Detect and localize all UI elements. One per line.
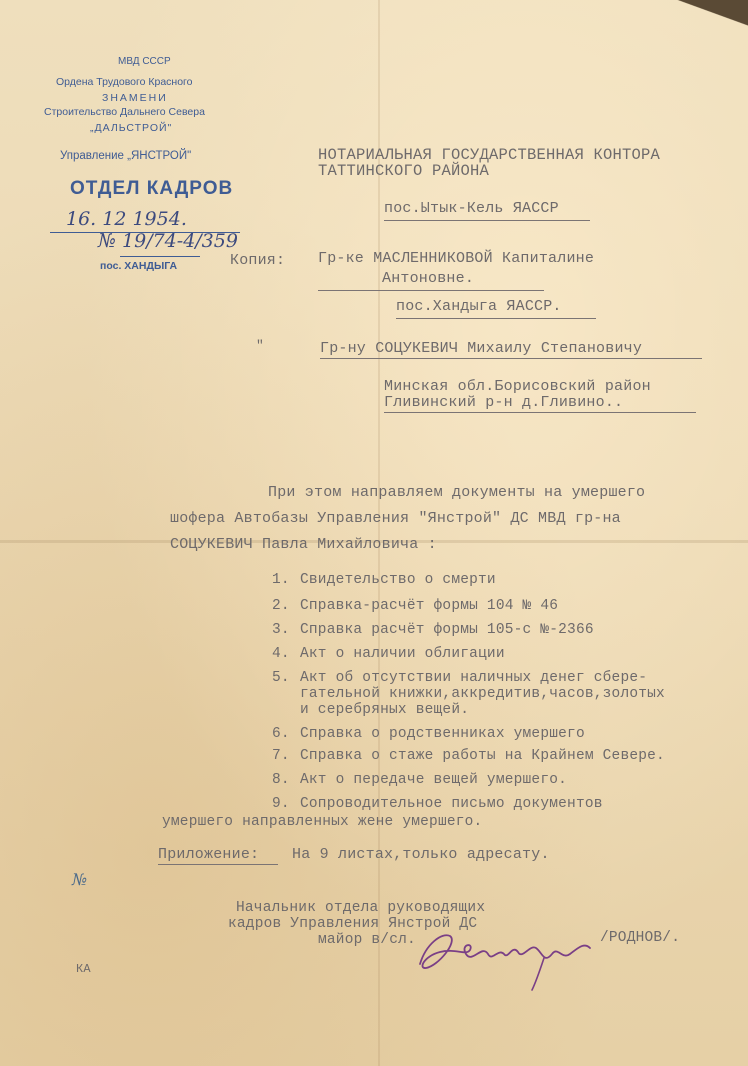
item-number: 5. [272,670,290,686]
item-number: 6. [272,726,290,742]
recipient2-name: Гр-ну СОЦУКЕВИЧ Михаилу Степановичу [320,340,643,357]
item-text-cont: гательной книжки,аккредитив,часов,золотых [300,686,665,702]
stamp-banner: ЗНАМЕНИ [102,92,168,104]
item-text: Справка о родственниках умершего [300,726,585,742]
copy-label: Копия: [230,252,286,269]
item-number: 3. [272,622,290,638]
item-text: Справка о стаже работы на Крайнем Севере. [300,748,665,764]
item-number: 1. [272,572,290,588]
item-text: Справка расчёт формы 105-с №-2366 [300,622,594,638]
margin-mark: № [72,870,88,889]
signature-name: /РОДНОВ/. [600,930,681,946]
body-line1: При этом направляем документы на умершего [268,484,646,501]
item-text-cont: и серебряных вещей. [300,702,470,718]
stamp-dalstroy: „ДАЛЬСТРОЙ" [90,122,173,134]
item-text: Акт об отсутствии наличных денег сбере- [300,670,648,686]
underline-org-place [384,220,590,221]
stamp-order: Ордена Трудового Красного [56,76,193,88]
stamp-directorate: Управление „ЯНСТРОЙ" [60,150,192,162]
stamp-place: пос. ХАНДЫГА [100,260,178,272]
stamp-construction: Строительство Дальнего Севера [44,106,205,118]
item-text: Сопроводительное письмо документов [300,796,603,812]
stamp-department: ОТДЕЛ КАДРОВ [70,178,234,199]
signature-position-line1: Начальник отдела руководящих [236,900,486,916]
ditto-mark: " [256,338,265,353]
margin-initials: КА [76,962,91,976]
addressee-org-line2: ТАТТИНСКОГО РАЙОНА [318,162,490,180]
addressee-org-place: пос.Ытык-Кель ЯАССР [384,200,559,217]
underline-recipient2 [320,358,702,359]
item-text: Свидетельство о смерти [300,572,496,588]
appendix-text: На 9 листах,только адресату. [292,846,550,863]
signature-rank: майор в/сл. [318,932,416,948]
stamp-number: № 19/74-4/359 [98,230,238,252]
recipient1-name: Гр-ке МАСЛЕННИКОВОЙ Капиталине [318,250,595,267]
underline-recipient2-place [384,412,696,413]
item-text: Акт о передаче вещей умершего. [300,772,568,788]
stamp-number-line [120,256,200,257]
body-line3: СОЦУКЕВИЧ Павла Михайловича : [170,536,437,553]
underline-recipient1 [318,290,544,291]
recipient1-name-cont: Антоновне. [382,270,475,287]
recipient1-place: пос.Хандыга ЯАССР. [396,298,562,315]
item-number: 9. [272,796,290,812]
stamp-date: 16. 12 1954. [66,208,187,230]
recipient2-place2: Гливинский р-н д.Гливино.. [384,394,624,411]
item-number: 4. [272,646,290,662]
item-text: Справка-расчёт формы 104 № 46 [300,598,559,614]
stamp-ministry: МВД СССР [118,56,171,67]
body-line2: шофера Автобазы Управления "Янстрой" ДС МВД гр-на [170,510,621,527]
item-text: Акт о наличии облигации [300,646,505,662]
underline-appendix-label [158,864,278,865]
item-text-cont: умершего направленных жене умершего. [162,814,483,830]
addressee-org-line1: НОТАРИАЛЬНАЯ ГОСУДАРСТВЕННАЯ КОНТОРА [318,146,661,164]
torn-corner [628,0,748,40]
item-number: 2. [272,598,290,614]
underline-recipient1-place [396,318,596,319]
item-number: 7. [272,748,290,764]
recipient2-place1: Минская обл.Борисовский район [384,378,651,395]
appendix-label: Приложение: [158,846,260,863]
handwritten-signature [412,914,602,994]
item-number: 8. [272,772,290,788]
signature-position-line2: кадров Управления Янстрой ДС [228,916,478,932]
